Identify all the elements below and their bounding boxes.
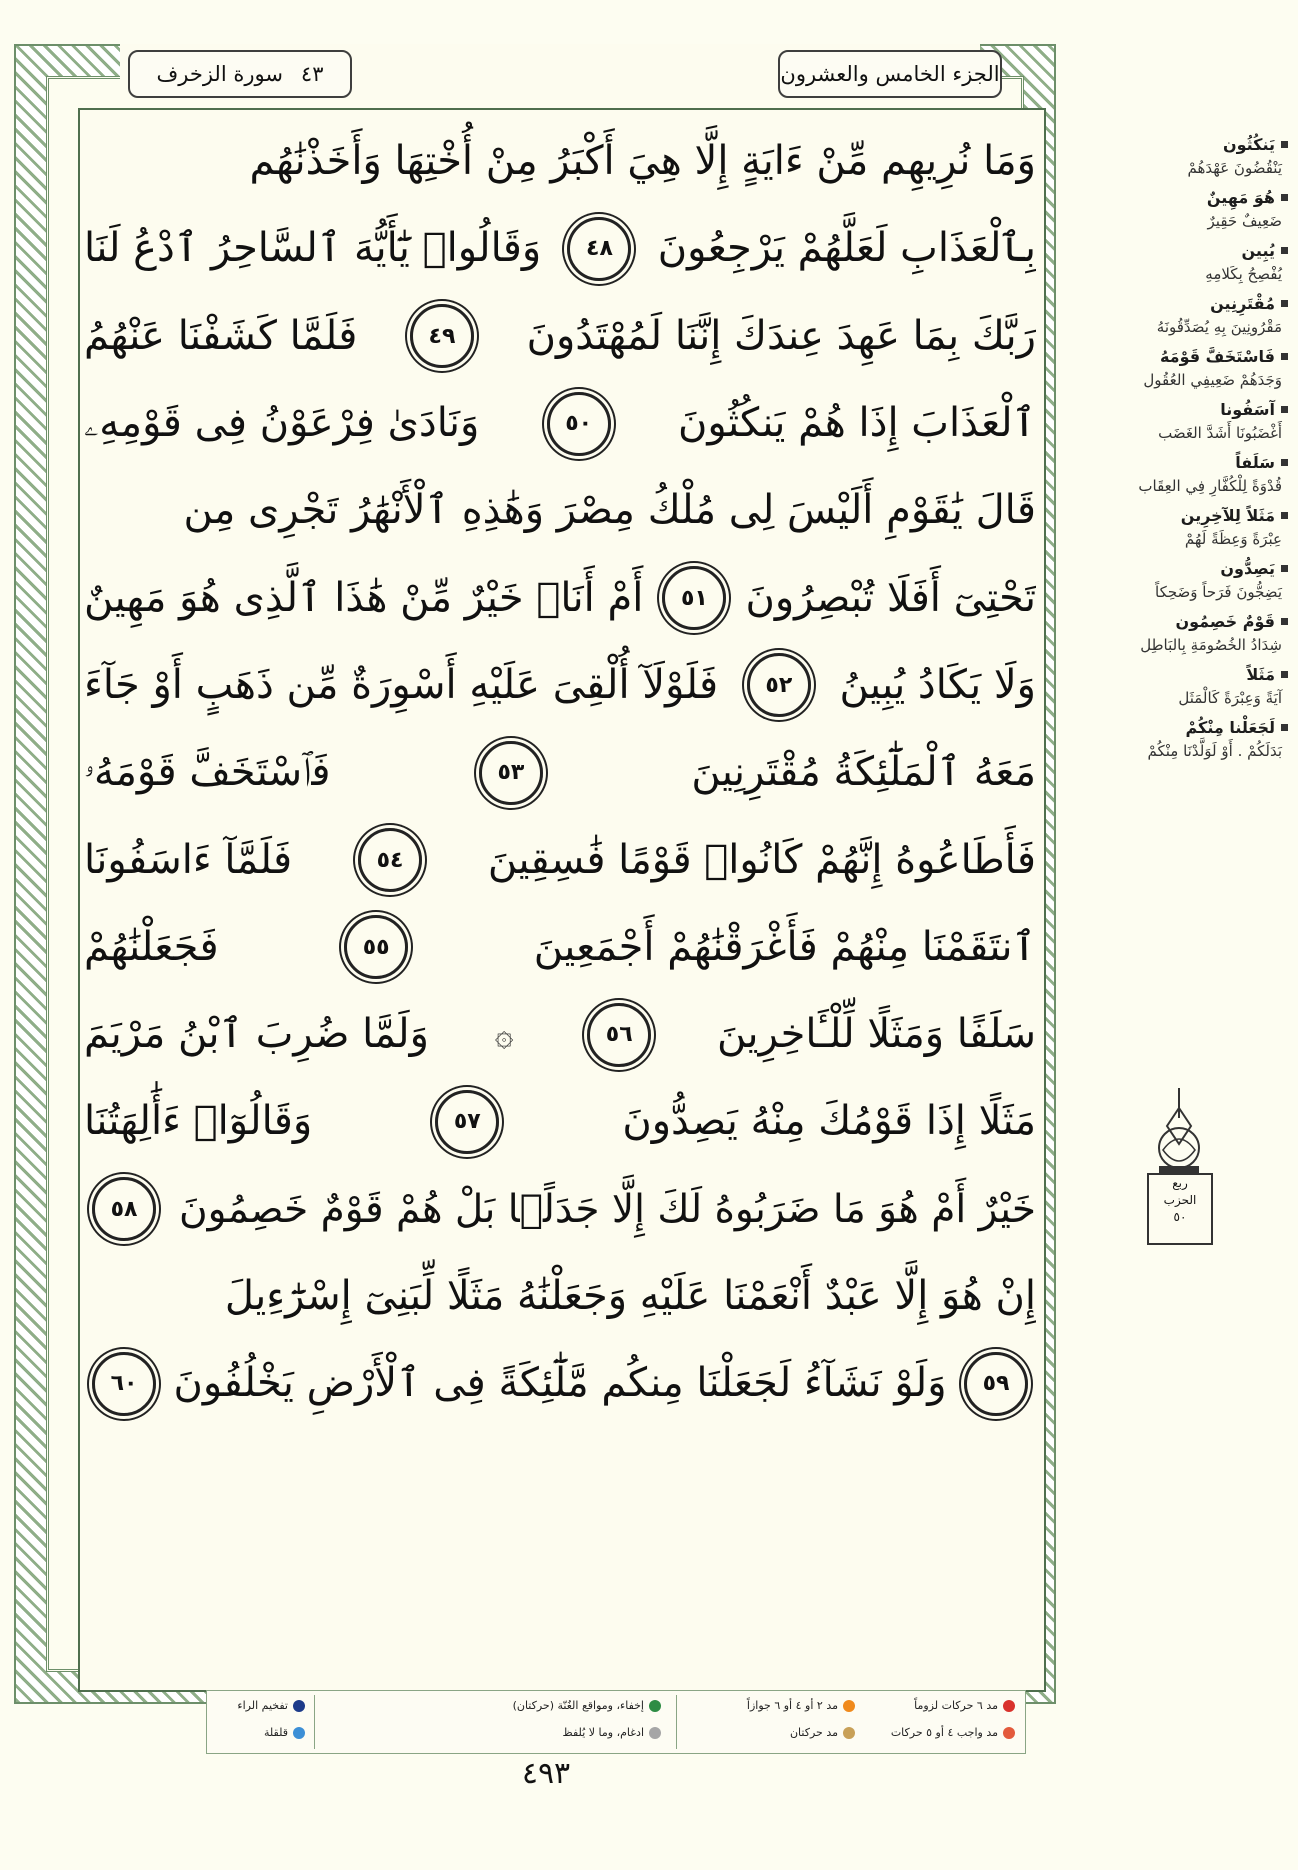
ayah-number-marker: ٥٩ bbox=[964, 1352, 1028, 1416]
glossary-definition: قُدْوَةً لِلْكُفَّارِ فِي العِقَاب bbox=[1138, 477, 1282, 495]
ayah-number-marker: ٥٢ bbox=[747, 653, 811, 717]
legend-dot-red bbox=[1003, 1700, 1015, 1712]
surah-header bbox=[128, 50, 352, 98]
text-line bbox=[84, 816, 1036, 903]
legend-dot-brown bbox=[843, 1727, 855, 1739]
text-line bbox=[84, 904, 1036, 991]
bullet-icon bbox=[1281, 141, 1288, 148]
verse-text: تَحْتِىٓ أَفَلَا تُبْصِرُونَ bbox=[745, 574, 1036, 621]
text-line bbox=[84, 729, 1036, 816]
glossary-definition: آيَةً وَعِبْرَةً كَالْمَثَل bbox=[1178, 689, 1282, 707]
glossary-entry bbox=[1108, 506, 1288, 553]
ayah-number-marker: ٥٥ bbox=[344, 915, 408, 979]
glossary-word: يَصِدُّون bbox=[1220, 559, 1275, 578]
ayah-number-marker: ٥٤ bbox=[358, 828, 422, 892]
bullet-icon bbox=[1281, 353, 1288, 360]
quran-text bbox=[84, 118, 1036, 1427]
text-line bbox=[84, 554, 1036, 641]
ayah-number-marker: ٥٠ bbox=[547, 392, 611, 456]
text-line bbox=[84, 205, 1036, 292]
glossary-word: فَاسْتَخَفَّ قَوْمَهُ bbox=[1159, 347, 1275, 366]
verse-text: ٱلْعَذَابَ إِذَا هُمْ يَنكُثُونَ bbox=[678, 400, 1036, 447]
glossary-definition: مَقْرُونِينَ بِهِ يُصَدِّقُونَهُ bbox=[1156, 318, 1282, 336]
legend-dot-blue bbox=[293, 1727, 305, 1739]
glossary-entry bbox=[1108, 400, 1288, 447]
verse-text: وَلَمَّا ضُرِبَ ٱبْنُ مَرْيَمَ bbox=[84, 1011, 429, 1058]
ayah-number-marker: ٥٦ bbox=[587, 1003, 651, 1067]
verse-text: فَلَمَّا كَشَفْنَا عَنْهُمُ bbox=[84, 312, 358, 359]
rub-el-hizb-icon: ۞ bbox=[494, 1015, 514, 1054]
verse-text: فَلَوْلَآ أُلْقِىَ عَلَيْهِ أَسْوِرَةٌ مِّن ذَهَبٍ أَوْ جَآءَ bbox=[84, 661, 719, 708]
verse-text: ٱنتَقَمْنَا مِنْهُمْ فَأَغْرَقْنَٰهُمْ أَجْمَعِينَ bbox=[533, 923, 1036, 970]
glossary-definition: أَغْضَبُونَا أَشَدَّ الغَضَب bbox=[1158, 424, 1282, 442]
verse-text: فَأَطَاعُوهُ إِنَّهُمْ كَانُوا۟ قَوْمًا فَٰسِقِينَ bbox=[487, 836, 1036, 883]
text-line bbox=[84, 1340, 1036, 1427]
glossary-entry bbox=[1108, 665, 1288, 712]
verse-text: وَقَالُوٓا۟ ءَأَٰلِهَتُنَا bbox=[84, 1098, 313, 1145]
bullet-icon bbox=[1281, 247, 1288, 254]
glossary-definition: بَدَلَكُمْ . أَوْ لَوَلَّدْنَا مِنْكُمْ bbox=[1147, 742, 1282, 760]
glossary-word: لَجَعَلْنا مِنْكُمْ bbox=[1185, 718, 1275, 737]
text-line bbox=[84, 642, 1036, 729]
verse-text: مَعَهُ ٱلْمَلَٰٓئِكَةُ مُقْتَرِنِينَ bbox=[691, 749, 1036, 796]
ayah-number-marker: ٤٨ bbox=[567, 217, 631, 281]
text-line bbox=[84, 380, 1036, 467]
glossary-word: قَوْمٌ خَصِمُون bbox=[1175, 612, 1275, 631]
verse-text: مَثَلًا إِذَا قَوْمُكَ مِنْهُ يَصِدُّونَ bbox=[622, 1098, 1036, 1145]
bullet-icon bbox=[1281, 724, 1288, 731]
text-line bbox=[84, 1166, 1036, 1253]
glossary-definition: يَنْقُضُونَ عَهْدَهُمْ bbox=[1187, 159, 1282, 177]
ayah-number-marker: ٥٨ bbox=[92, 1177, 156, 1241]
verse-text: فَٱسْتَخَفَّ قَوْمَهُۥ bbox=[84, 749, 331, 796]
ayah-number-marker: ٦٠ bbox=[92, 1352, 156, 1416]
glossary-entry bbox=[1108, 559, 1288, 606]
tajweed-legend: مد ٦ حركات لزوماً مد واجب ٤ أو ٥ حركات مد ٢ أو ٤ أو ٦ جوازاً مد حركتان إخفاء، ومواقع الغُنّة (حركتان) ادغام، وما لا يُلفظ تفخيم الراء قلقلة bbox=[206, 1690, 1026, 1754]
legend-dot-navy bbox=[293, 1700, 305, 1712]
bullet-icon bbox=[1281, 618, 1288, 625]
text-line bbox=[84, 118, 1036, 205]
bullet-icon bbox=[1281, 512, 1288, 519]
glossary-entry bbox=[1108, 718, 1288, 765]
bullet-icon bbox=[1281, 671, 1288, 678]
text-line bbox=[84, 991, 1036, 1078]
glossary-word: هُوَ مَهِينٌ bbox=[1206, 188, 1275, 207]
page-number: ٤٩٣ bbox=[521, 1756, 571, 1791]
bullet-icon bbox=[1281, 194, 1288, 201]
glossary-entry bbox=[1108, 347, 1288, 394]
text-line bbox=[84, 293, 1036, 380]
verse-text: أَمْ أَنَا۠ خَيْرٌ مِّنْ هَٰذَا ٱلَّذِى هُوَ مَهِينٌ bbox=[84, 574, 644, 621]
glossary-entry bbox=[1108, 612, 1288, 659]
verse-text: فَلَمَّآ ءَاسَفُونَا bbox=[84, 836, 293, 883]
verse-text: قَالَ يَٰقَوْمِ أَلَيْسَ لِى مُلْكُ مِصْرَ وَهَٰذِهِ ٱلْأَنْهَٰرُ تَجْرِى مِن bbox=[183, 487, 1036, 534]
glossary-word: يُبِين bbox=[1241, 241, 1275, 260]
bullet-icon bbox=[1281, 406, 1288, 413]
surah-title: سورة الزخرف bbox=[156, 62, 283, 86]
juz-header bbox=[778, 50, 1002, 98]
glossary-entry bbox=[1108, 241, 1288, 288]
glossary-word: مُقْتَرِنِين bbox=[1210, 294, 1275, 313]
legend-dot-darkred bbox=[1003, 1727, 1015, 1739]
glossary-definition: ضَعِيفٌ حَقِيرٌ bbox=[1207, 212, 1282, 230]
glossary-word: يَنكُثُون bbox=[1222, 135, 1275, 154]
legend-dot-gray bbox=[649, 1727, 661, 1739]
glossary-definition: يُفْصِحُ بِكَلامِهِ bbox=[1205, 265, 1282, 283]
verse-text: وَقَالُوا۟ يَٰٓأَيُّهَ ٱلسَّاحِرُ ٱدْعُ لَنَا bbox=[84, 225, 542, 272]
verse-text: وَمَا نُرِيهِم مِّنْ ءَايَةٍ إِلَّا هِيَ أَكْبَرُ مِنْ أُخْتِهَا وَأَخَذْنَٰهُم bbox=[249, 138, 1036, 185]
surah-number: ٤٣ bbox=[300, 62, 324, 86]
text-line bbox=[84, 1253, 1036, 1340]
verse-text: سَلَفًا وَمَثَلًا لِّلْـَٔاخِرِينَ bbox=[716, 1011, 1036, 1058]
ayah-number-marker: ٤٩ bbox=[410, 304, 474, 368]
glossary-word: مَثَلاً لِلآخِرِين bbox=[1180, 506, 1275, 525]
verse-text: إِنْ هُوَ إِلَّا عَبْدٌ أَنْعَمْنَا عَلَيْهِ وَجَعَلْنَٰهُ مَثَلًا لِّبَنِىٓ إِسْرَٰٓءِيلَ bbox=[224, 1273, 1036, 1319]
text-line bbox=[84, 1078, 1036, 1165]
bullet-icon bbox=[1281, 565, 1288, 572]
glossary-margin bbox=[1108, 135, 1288, 771]
verse-text: بِٱلْعَذَابِ لَعَلَّهُمْ يَرْجِعُونَ bbox=[657, 225, 1036, 272]
ayah-number-marker: ٥١ bbox=[662, 566, 726, 630]
glossary-definition: عِبْرَةً وَعِظَةً لَهُمْ bbox=[1184, 530, 1282, 548]
verse-text: رَبَّكَ بِمَا عَهِدَ عِندَكَ إِنَّنَا لَمُهْتَدُونَ bbox=[526, 312, 1036, 359]
glossary-word: مَثَلاً bbox=[1246, 665, 1275, 684]
glossary-word: آسَفُونا bbox=[1220, 400, 1275, 419]
verse-text: وَنَادَىٰ فِرْعَوْنُ فِى قَوْمِهِۦ bbox=[84, 400, 480, 447]
legend-dot-green bbox=[649, 1700, 661, 1712]
glossary-entry bbox=[1108, 135, 1288, 182]
glossary-entry bbox=[1108, 188, 1288, 235]
bullet-icon bbox=[1281, 459, 1288, 466]
bullet-icon bbox=[1281, 300, 1288, 307]
ayah-number-marker: ٥٣ bbox=[479, 741, 543, 805]
verse-text: وَلَا يَكَادُ يُبِينُ bbox=[839, 661, 1036, 708]
glossary-entry bbox=[1108, 294, 1288, 341]
glossary-definition: وَجَدَهُمْ ضَعِيفِي العُقُول bbox=[1143, 371, 1282, 389]
verse-text: خَيْرٌ أَمْ هُوَ مَا ضَرَبُوهُ لَكَ إِلَّا جَدَلًۢا بَلْ هُمْ قَوْمٌ خَصِمُونَ bbox=[179, 1186, 1036, 1232]
verse-text: فَجَعَلْنَٰهُمْ bbox=[84, 923, 219, 970]
hizb-quarter-marker: ربع الحزب ٥٠ bbox=[1147, 1173, 1213, 1245]
juz-title: الجزء الخامس والعشرون bbox=[780, 62, 1000, 86]
legend-dot-orange bbox=[843, 1700, 855, 1712]
ayah-number-marker: ٥٧ bbox=[435, 1090, 499, 1154]
verse-text: وَلَوْ نَشَآءُ لَجَعَلْنَا مِنكُم مَّلَٰٓئِكَةً فِى ٱلْأَرْضِ يَخْلُفُونَ bbox=[173, 1360, 947, 1407]
text-line bbox=[84, 467, 1036, 554]
glossary-definition: يَضِجُّونَ فَرَحاً وَضَحِكاً bbox=[1155, 583, 1282, 601]
glossary-entry bbox=[1108, 453, 1288, 500]
glossary-word: سَلَفاً bbox=[1235, 453, 1275, 472]
glossary-definition: شِدَادُ الخُصُومَةِ بِالبَاطِل bbox=[1140, 636, 1282, 654]
